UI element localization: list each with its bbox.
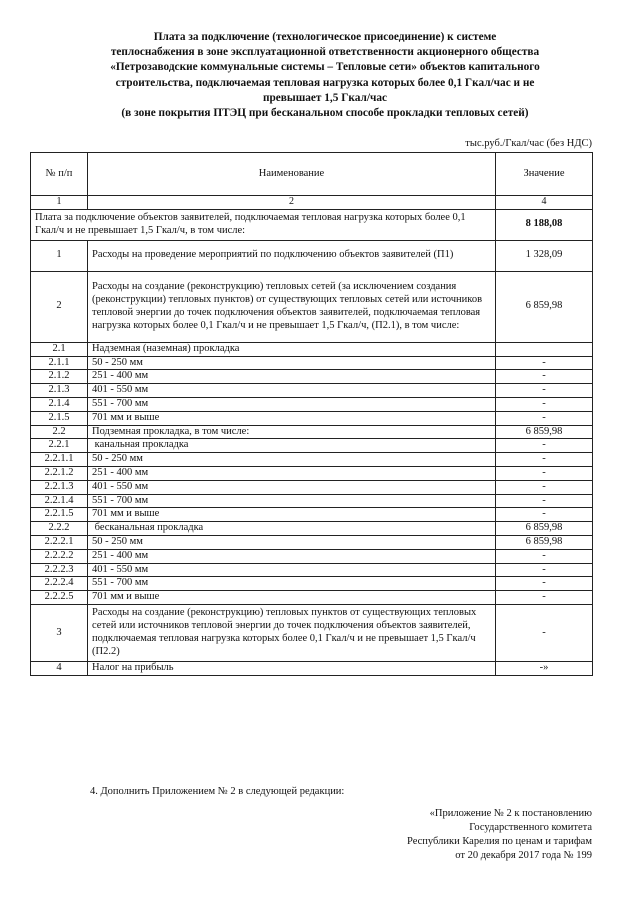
units-label: тыс.руб./Гкал/час (без НДС) — [465, 138, 592, 149]
row-name: 551 - 700 мм — [88, 577, 496, 591]
row-value: - — [496, 591, 593, 605]
table-row — [31, 425, 593, 439]
row-num: 4 — [31, 661, 88, 675]
table-row — [31, 439, 593, 453]
table-row — [31, 356, 593, 370]
row-name: 551 - 700 мм — [88, 397, 496, 411]
row-num: 2.1.3 — [31, 384, 88, 398]
title-line: Плата за подключение (технологическое присоединение) к системе — [153, 31, 497, 43]
title-line: превышает 1,5 Гкал/час — [262, 91, 388, 104]
table-row — [31, 466, 593, 480]
row-num: 2.2.2.1 — [31, 535, 88, 549]
row-name: 50 - 250 мм — [88, 535, 496, 549]
title-line: «Петрозаводские коммунальные системы – Тепловые сети» объектов капитального — [110, 61, 540, 74]
row-value: - — [496, 356, 593, 370]
fee-table — [30, 152, 593, 676]
row-value: - — [496, 563, 593, 577]
title-line: (в зоне покрытия ПТЭЦ при бесканальном способе прокладки тепловых сетей) — [121, 107, 529, 120]
table-row — [31, 535, 593, 549]
table-row — [31, 240, 593, 271]
row-num: 2.2.1.3 — [31, 480, 88, 494]
row-name: 701 мм и выше — [88, 411, 496, 425]
row-num: 2.1.5 — [31, 411, 88, 425]
table-row — [31, 563, 593, 577]
amendment-note: 4. Дополнить Приложением № 2 в следующей редакции: — [90, 786, 345, 797]
row-value: - — [496, 604, 593, 661]
row-value: 6 859,98 — [496, 271, 593, 342]
table-row — [31, 411, 593, 425]
table-row — [31, 271, 593, 342]
row-num: 2.2.2.3 — [31, 563, 88, 577]
row-name: канальная прокладка — [88, 439, 496, 453]
row-num: 2.2.2.2 — [31, 549, 88, 563]
row-value: -» — [496, 661, 593, 675]
row-num: 2.2.1.4 — [31, 494, 88, 508]
row-num: 2.1 — [31, 342, 88, 356]
table-index-row — [31, 196, 593, 210]
row-num: 2.1.2 — [31, 370, 88, 384]
header-num: № п/п — [31, 153, 88, 196]
appendix-line: Государственного комитета — [469, 822, 592, 833]
row-num: 2.2.2.5 — [31, 591, 88, 605]
row-name: Подземная прокладка, в том числе: — [88, 425, 496, 439]
row-name: 251 - 400 мм — [88, 466, 496, 480]
appendix-line: «Приложение № 2 к постановлению — [429, 808, 592, 819]
table-row — [31, 577, 593, 591]
row-name: 551 - 700 мм — [88, 494, 496, 508]
row-name: 251 - 400 мм — [88, 549, 496, 563]
table-row — [31, 591, 593, 605]
table-row — [31, 370, 593, 384]
row-value: - — [496, 480, 593, 494]
row-value: - — [496, 370, 593, 384]
index-value: 4 — [496, 196, 593, 210]
row-num: 3 — [31, 604, 88, 661]
row-name: Расходы на проведение мероприятий по подключению объектов заявителей (П1) — [88, 240, 496, 271]
row-name: 50 - 250 мм — [88, 453, 496, 467]
row-value: 6 859,98 — [496, 535, 593, 549]
appendix-line: от 20 декабря 2017 года № 199 — [455, 850, 592, 861]
row-name: 701 мм и выше — [88, 508, 496, 522]
row-num: 2.1.1 — [31, 356, 88, 370]
row-value: - — [496, 508, 593, 522]
row-name: Налог на прибыль — [88, 661, 496, 675]
table-row — [31, 604, 593, 661]
row-value: - — [496, 397, 593, 411]
row-num: 2.2 — [31, 425, 88, 439]
row-name: 401 - 550 мм — [88, 384, 496, 398]
row-num: 2.2.1 — [31, 439, 88, 453]
row-value: - — [496, 384, 593, 398]
header-value: Значение — [496, 153, 593, 196]
row-num: 2.2.2 — [31, 522, 88, 536]
table-row — [31, 508, 593, 522]
index-name: 2 — [88, 196, 496, 210]
row-value: - — [496, 466, 593, 480]
document-title — [60, 30, 590, 121]
row-value: - — [496, 453, 593, 467]
total-name: Плата за подключение объектов заявителей, подключаемая тепловая нагрузка которых более 0,1 Гкал/ч и не превышает 1,5 Гкал/ч, в том числе: — [31, 209, 496, 240]
row-value: - — [496, 411, 593, 425]
table-row — [31, 494, 593, 508]
row-value: 6 859,98 — [496, 522, 593, 536]
row-value: - — [496, 439, 593, 453]
row-num: 2 — [31, 271, 88, 342]
row-name: Расходы на создание (реконструкцию) тепловых пунктов от существующих тепловых сетей или источников тепловой энергии до точек подключения объектов заявителей, подключаемая тепловая нагрузка которых более 0,1 Гкал/ч и не превышает 1,5 Гкал/ч (П2.2) — [88, 604, 496, 661]
row-name: Расходы на создание (реконструкцию) тепловых сетей (за исключением создания (реконструкции) тепловых пунктов) от существующих тепловых сетей или источников тепловой энергии до точек подключения объектов заявителей, подключаемая тепловая нагрузка которых более 0,1 Гкал/ч и не превышает 1,5 Гкал/ч, (П2.1), в том числе: — [88, 271, 496, 342]
row-name: 701 мм и выше — [88, 591, 496, 605]
appendix-line: Республики Карелия по ценам и тарифам — [407, 836, 592, 847]
row-name: 401 - 550 мм — [88, 563, 496, 577]
row-name: 50 - 250 мм — [88, 356, 496, 370]
table-row — [31, 549, 593, 563]
title-line: строительства, подключаемая тепловая нагрузка которых более 0,1 Гкал/час и не — [115, 76, 535, 89]
row-num: 2.2.2.4 — [31, 577, 88, 591]
row-name: 401 - 550 мм — [88, 480, 496, 494]
index-num: 1 — [31, 196, 88, 210]
row-value: - — [496, 577, 593, 591]
table-row — [31, 453, 593, 467]
row-name: бесканальная прокладка — [88, 522, 496, 536]
row-value: 6 859,98 — [496, 425, 593, 439]
table-header-row — [31, 153, 593, 196]
row-value: - — [496, 494, 593, 508]
appendix-header — [407, 807, 592, 863]
table-row — [31, 522, 593, 536]
table-row — [31, 342, 593, 356]
row-value: - — [496, 549, 593, 563]
row-name: Надземная (наземная) прокладка — [88, 342, 496, 356]
row-num: 2.2.1.5 — [31, 508, 88, 522]
table-row — [31, 661, 593, 675]
header-name: Наименование — [88, 153, 496, 196]
row-num: 2.2.1.1 — [31, 453, 88, 467]
row-value: 1 328,09 — [496, 240, 593, 271]
row-value — [496, 342, 593, 356]
row-num: 1 — [31, 240, 88, 271]
total-value: 8 188,08 — [496, 209, 593, 240]
total-row — [31, 209, 593, 240]
table-row — [31, 480, 593, 494]
row-num: 2.1.4 — [31, 397, 88, 411]
table-row — [31, 384, 593, 398]
row-name: 251 - 400 мм — [88, 370, 496, 384]
row-num: 2.2.1.2 — [31, 466, 88, 480]
title-line: теплоснабжения в зоне эксплуатационной ответственности акционерного общества — [110, 46, 540, 59]
table-row — [31, 397, 593, 411]
